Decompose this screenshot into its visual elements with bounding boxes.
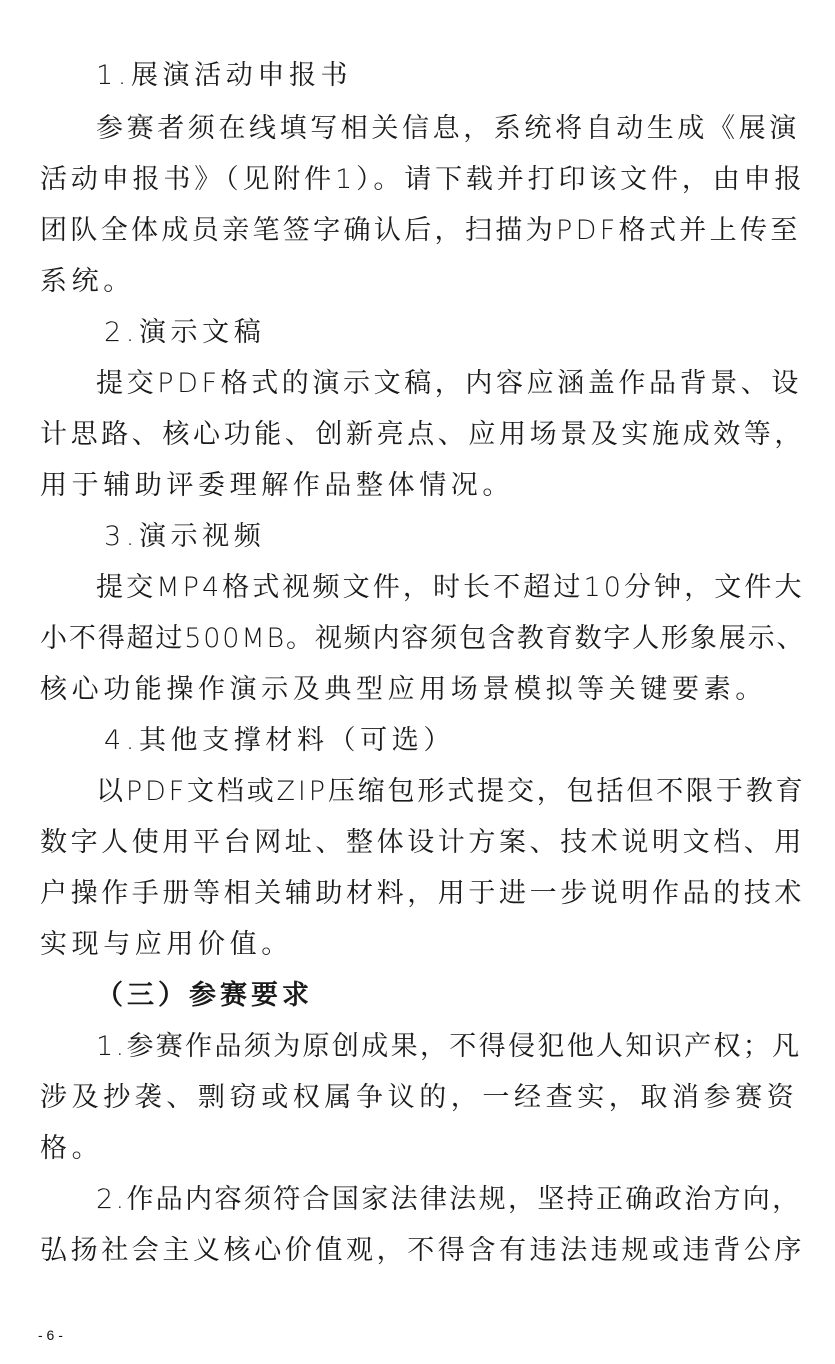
paragraph-line: 户操作手册等相关辅助材料，用于进一步说明作品的技术 [40, 878, 805, 909]
page-number: - 6 - [38, 1327, 63, 1343]
subheading-supporting-materials: 4.其他支撑材料（可选） [104, 725, 455, 756]
paragraph-line: 参赛者须在线填写相关信息，系统将自动生成《展演 [96, 113, 800, 144]
paragraph-line: 弘扬社会主义核心价值观，不得含有违法违规或违背公序 [40, 1235, 805, 1266]
paragraph-line: 涉及抄袭、剽窃或权属争议的，一经查实，取消参赛资 [40, 1082, 799, 1113]
paragraph-line: 用于辅助评委理解作品整体情况。 [40, 470, 514, 501]
section-heading-requirements: （三）参赛要求 [96, 980, 313, 1011]
paragraph-line: 1.参赛作品须为原创成果，不得侵犯他人知识产权；凡 [96, 1031, 802, 1062]
paragraph-line: 计思路、核心功能、创新亮点、应用场景及实施成效等， [40, 419, 805, 450]
paragraph-line: 以PDF文档或ZIP压缩包形式提交，包括但不限于教育 [96, 776, 806, 807]
paragraph-line: 核心功能操作演示及典型应用场景模拟等关键要素。 [40, 674, 767, 705]
subheading-demo-video: 3.演示视频 [104, 521, 266, 552]
paragraph-line: 小不得超过500MB。视频内容须包含教育数字人形象展示、 [40, 623, 806, 654]
paragraph-line: 提交PDF格式的演示文稿，内容应涵盖作品背景、设 [96, 368, 803, 399]
paragraph-line: 格。 [40, 1133, 104, 1164]
paragraph-line: 2.作品内容须符合国家法律法规，坚持正确政治方向， [96, 1184, 802, 1215]
paragraph-line: 团队全体成员亲笔签字确认后，扫描为PDF格式并上传至 [40, 215, 801, 246]
paragraph-line: 提交MP4格式视频文件，时长不超过10分钟，文件大 [96, 572, 805, 603]
paragraph-line: 实现与应用价值。 [40, 929, 293, 960]
paragraph-line: 活动申报书》（见附件1）。请下载并打印该文件，由申报 [40, 164, 806, 195]
subheading-presentation: 2.演示文稿 [104, 317, 266, 348]
subheading-application-form: 1.展演活动申报书 [96, 60, 353, 91]
paragraph-line: 系统。 [40, 266, 135, 297]
paragraph-line: 数字人使用平台网址、整体设计方案、技术说明文档、用 [40, 827, 805, 858]
